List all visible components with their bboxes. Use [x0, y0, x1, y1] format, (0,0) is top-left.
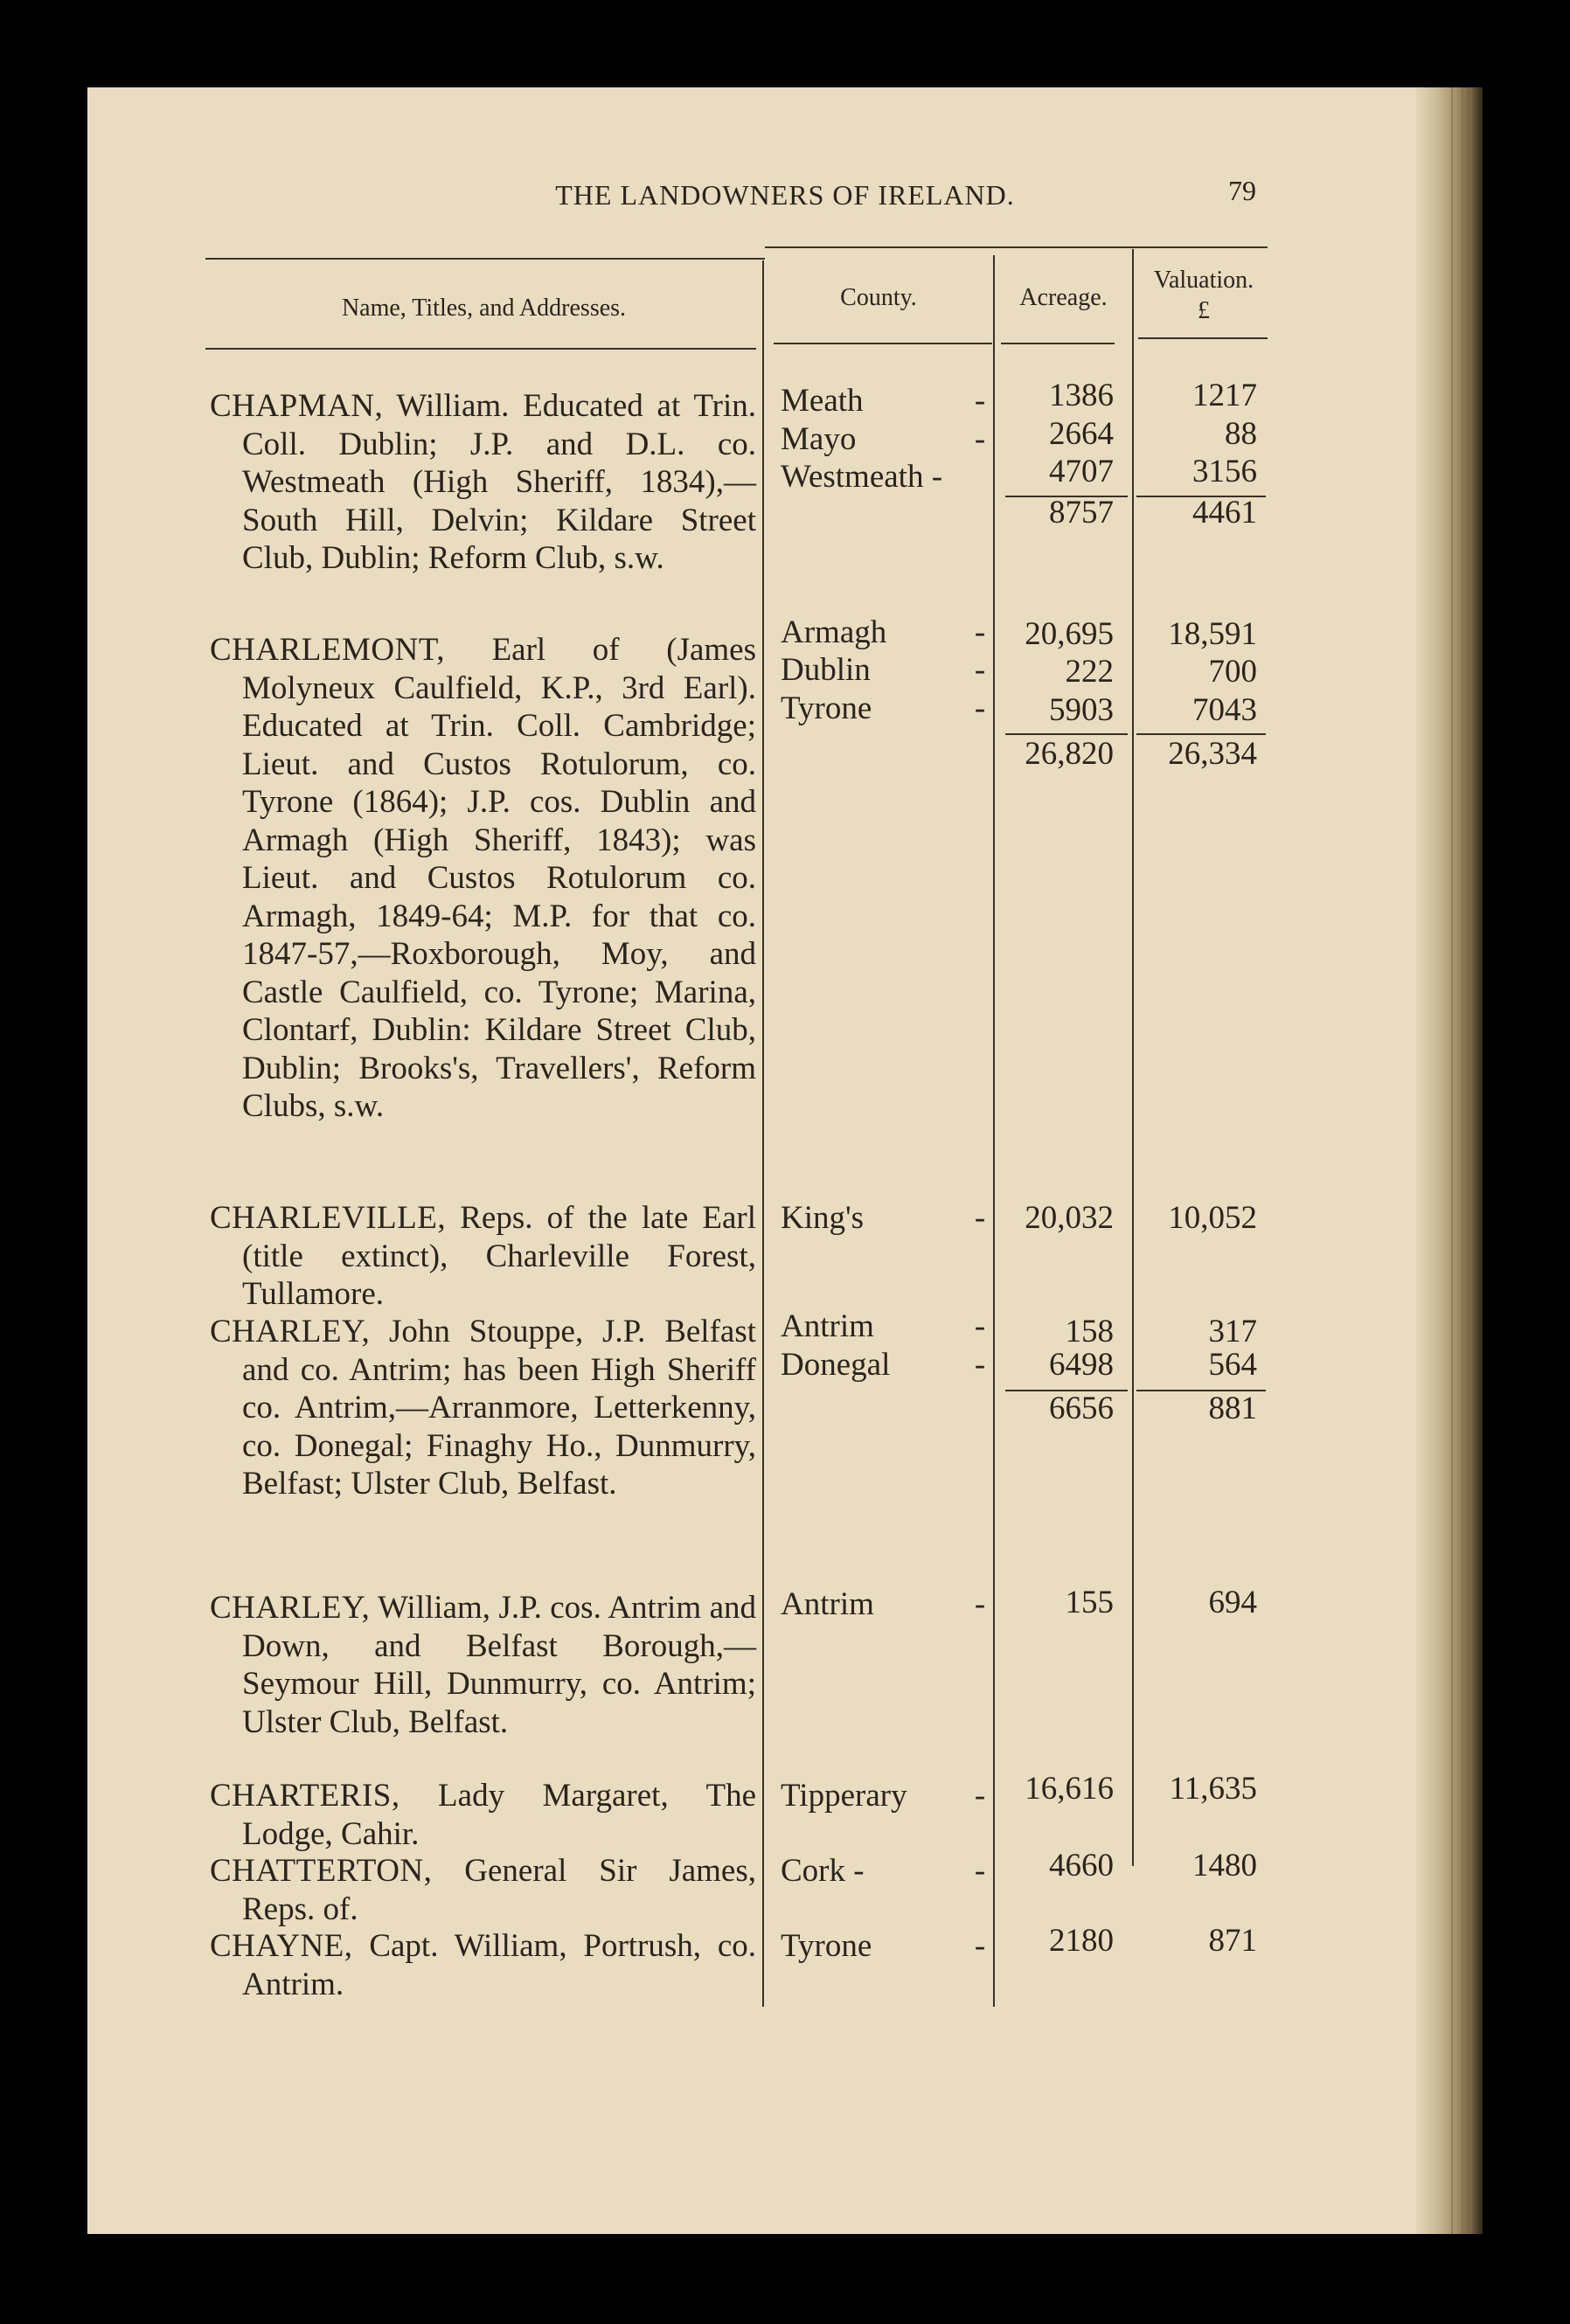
acreage-cell: 4707 [1049, 454, 1114, 489]
entry-chapman [210, 387, 756, 578]
acreage-cell: 2180 [1049, 1923, 1114, 1959]
entry-text: Capt. William, Portrush, co. Antrim. [242, 1928, 756, 2002]
top-rule [205, 258, 765, 260]
county-cell: Tipperary [781, 1778, 907, 1814]
header-rule-valuation [1138, 337, 1268, 339]
header-rule-name [205, 348, 756, 350]
acreage-cell: 6498 [1049, 1347, 1114, 1383]
entry-text: William, J.P. cos. Antrim and Down, and Belfast Borough,—Seymour Hill, Dunmurry, co. Antrim; Ulster Club, Belfast. [242, 1590, 756, 1740]
entry-name: CHARLEY, [210, 1590, 371, 1626]
header-rule-acreage [1001, 343, 1115, 344]
county-cell: Antrim [781, 1586, 874, 1622]
acreage-cell: 4660 [1049, 1848, 1114, 1883]
entry-charley-william [210, 1589, 756, 1741]
acreage-cell: 16,616 [1025, 1771, 1114, 1807]
dash-cell: - [974, 614, 986, 650]
entry-text: Earl of (James Molyneux Caulfield, K.P., 3rd Earl). Educated at Trin. Coll. Cambridge; Lieut. and Custos Rotulorum, co. Tyrone (1864); J.P. cos. Dublin and Armagh (High Sheriff, 1843); was Lieut. and Custos Rotulorum co. Armagh, 1849-64; M.P. for that co. 1847-57,—Roxborough, Moy, and Castle Caulfield, co. Tyrone; Marina, Clontarf, Dublin: Kildare Street Club, Dublin; Brooks's, Travellers', Reform Clubs, s.w. [242, 632, 756, 1124]
dash-cell: - [974, 652, 986, 688]
county-cell: Donegal [781, 1347, 891, 1383]
county-cell: Cork - [781, 1853, 865, 1889]
entry-charley-john [210, 1313, 756, 1503]
county-cell: Antrim [781, 1308, 874, 1344]
entry-name: CHARLEY, [210, 1314, 371, 1349]
dash-cell: - [974, 1586, 986, 1622]
entry-text: General Sir James, Reps. of. [242, 1853, 756, 1927]
entry-charlemont [210, 631, 756, 1126]
county-cell: Mayo [781, 421, 857, 457]
column-header-valuation: Valuation. [1153, 267, 1254, 294]
dash-cell: - [974, 383, 986, 419]
county-cell: Dublin [781, 652, 871, 688]
column-header-county: County. [840, 284, 917, 311]
dash-cell: - [974, 1347, 986, 1383]
valuation-cell: 88 [1225, 416, 1257, 452]
county-cell: Westmeath - [781, 459, 943, 495]
valuation-total: 26,334 [1168, 736, 1257, 772]
entry-text: William. Educated at Trin. Coll. Dublin; J.P. and D.L. co. Westmeath (High Sheriff, 1834),—South Hill, Delvin; Kildare Street Club, Dublin; Reform Club, s.w. [242, 388, 756, 576]
acreage-cell: 158 [1065, 1314, 1114, 1349]
dash-cell: - [974, 1928, 986, 1964]
acreage-cell: 1386 [1049, 378, 1114, 413]
entry-name: CHARLEVILLE, [210, 1200, 447, 1236]
acreage-cell: 5903 [1049, 692, 1114, 728]
valuation-cell: 3156 [1192, 454, 1257, 489]
valuation-cell: 564 [1208, 1347, 1257, 1383]
acreage-total: 26,820 [1025, 736, 1114, 772]
column-divider-3 [1132, 249, 1134, 1866]
valuation-total: 4461 [1192, 495, 1257, 531]
column-divider-1 [762, 260, 764, 2007]
acreage-total: 6656 [1049, 1391, 1114, 1426]
valuation-cell: 10,052 [1168, 1200, 1257, 1236]
column-header-acreage: Acreage. [1019, 284, 1108, 311]
acreage-cell: 155 [1065, 1585, 1114, 1620]
dash-cell: - [974, 1200, 986, 1236]
acreage-cell: 2664 [1049, 416, 1114, 452]
valuation-cell: 7043 [1192, 692, 1257, 728]
valuation-cell: 1480 [1192, 1848, 1257, 1883]
entry-text: John Stouppe, J.P. Belfast and co. Antrim; has been High Sheriff co. Antrim,—Arranmore, Letterkenny, co. Donegal; Finaghy Ho., Dunmurry, Belfast; Ulster Club, Belfast. [242, 1314, 756, 1502]
dash-cell: - [974, 690, 986, 726]
entry-name: CHAYNE, [210, 1928, 353, 1964]
header-rule-county [774, 343, 992, 344]
dash-cell: - [974, 1308, 986, 1344]
dash-cell: - [974, 421, 986, 457]
entry-name: CHARLEMONT, [210, 632, 445, 668]
entry-name: CHAPMAN, [210, 388, 384, 424]
page-edge [1416, 87, 1483, 2234]
county-cell: Tyrone [781, 1928, 872, 1964]
entry-text: Reps. of the late Earl (title extinct), Charleville Forest, Tullamore. [242, 1200, 756, 1312]
entry-chatterton [210, 1852, 756, 1928]
valuation-cell: 1217 [1192, 378, 1257, 413]
acreage-total: 8757 [1049, 495, 1114, 531]
column-header-name: Name, Titles, and Addresses. [341, 295, 627, 322]
top-rule-right [765, 246, 1268, 248]
valuation-total: 881 [1208, 1391, 1257, 1426]
valuation-cell: 18,591 [1168, 616, 1257, 652]
acreage-cell: 222 [1065, 654, 1114, 690]
valuation-cell: 700 [1208, 654, 1257, 690]
entry-name: CHATTERTON, [210, 1853, 433, 1889]
dash-cell: - [974, 1853, 986, 1889]
entry-charteris [210, 1777, 756, 1853]
valuation-cell: 317 [1208, 1314, 1257, 1349]
valuation-cell: 11,635 [1169, 1771, 1257, 1807]
dash-cell: - [974, 1778, 986, 1814]
county-cell: Tyrone [781, 690, 872, 726]
valuation-cell: 694 [1208, 1585, 1257, 1620]
column-divider-2 [993, 255, 995, 2007]
page-number: 79 [1228, 175, 1256, 206]
entry-text: Lady Margaret, The Lodge, Cahir. [242, 1778, 756, 1852]
valuation-unit: £ [1198, 297, 1210, 324]
valuation-cell: 871 [1208, 1923, 1257, 1959]
county-cell: Meath [781, 383, 864, 419]
acreage-cell: 20,695 [1025, 616, 1114, 652]
entry-name: CHARTERIS, [210, 1778, 400, 1814]
entry-charleville [210, 1199, 756, 1314]
acreage-cell: 20,032 [1025, 1200, 1114, 1236]
entry-chayne [210, 1927, 756, 2003]
running-head: THE LANDOWNERS OF IRELAND. [555, 179, 1015, 211]
county-cell: King's [781, 1200, 865, 1236]
county-cell: Armagh [781, 614, 887, 650]
